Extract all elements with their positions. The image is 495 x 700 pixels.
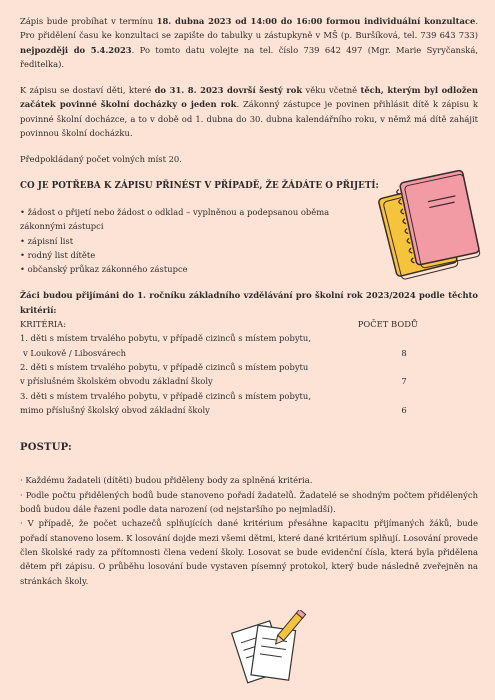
points-column-label: POČET BODŮ [357, 319, 418, 330]
notebooks-illustration [372, 166, 484, 284]
list-item: • občanský průkaz zákonného zástupce [20, 264, 188, 275]
requirements-list [20, 205, 365, 276]
criteria-column-label: KRITÉRIA: [20, 319, 67, 330]
list-item: • žádost o přijetí nebo žádost o odklad – vyplněnou a podepsanou oběma zákonnými zástupci [20, 206, 330, 232]
papers-pencil-illustration [230, 610, 308, 690]
postup-paragraph: · Každému žadateli (dítěti) budou přiděleny body za splněná kritéria. [20, 475, 313, 486]
requirements-heading: CO JE POTŘEBA K ZÁPISU PŘINÉST V PŘÍPADĚ, ŽE ŽÁDÁTE O PŘIJETÍ: [20, 180, 379, 191]
criteria-header [20, 317, 418, 331]
intro-paragraph-2: K zápisu se dostaví děti, které do 31. 8. 2023 dovrší šestý rok věku včetně těch, kterým byl odložen začátek povinné školní docházky o jeden rok. Zákonný zástupce je povinen přihlásit dítě k zápisu k povinné školní docházce, a to v době od 1. dubna do 30. dubna kalendářního roku, v němž má dítě zahájit povinnou školní docházku. [20, 85, 478, 139]
list-item: • zápisní list [20, 235, 74, 246]
criteria-heading: Žáci budou přijímáni do 1. ročníku základního vzdělávání pro školní rok 2023/2024 podle těchto kritérií: [20, 290, 478, 315]
postup-heading: POSTUP: [20, 442, 72, 454]
criteria-points: 7 [401, 376, 407, 387]
document-body [20, 14, 478, 588]
postup-paragraph: · V případě, že počet uchazečů splňujících dané kritérium přesáhne kapacitu přijímaných žáků, bude pořadí stanoveno losem. K losování dojde mezi všemi dětmi, které dané kritérium splňují. Losování provede člen školské rady za přítomnosti člena vedení školy. Losovat se bude evidenční čísla, která byla přidělena dětem při zápisu. O průběhu losování bude vystaven písemný protokol, který bude následně zveřejněn na stránkách školy. [20, 518, 478, 586]
intro-paragraph-1: Zápis bude probíhat v termínu 18. dubna 2023 od 14:00 do 16:00 formou individuální konzultace. Pro přidělení času ke konzultaci se zapište do tabulky u zástupkyně v MŠ (p. Buršíková, tel. 739 643 733) nejpozději do 5.4.2023. Po tomto datu volejte na tel. číslo 739 642 497 (Mgr. Marie Syryčanská, ředitelka). [20, 16, 479, 69]
list-item: • rodný list dítěte [20, 249, 96, 260]
criteria-points: 6 [401, 404, 407, 415]
capacity-text: Předpokládaný počet volných míst 20. [20, 154, 182, 165]
postup-paragraph: · Podle počtu přidělených bodů bude stanoveno pořadí žadatelů. Žadatelé se shodným počtem přidělených bodů budou dále řazeni podle data narození (od nejstaršího po nejmladší). [20, 489, 478, 515]
criteria-points: 8 [401, 347, 407, 358]
criteria-row: 2. děti s místem trvalého pobytu, v případě cizinců s místem pobytu v příslušném školském obvodu základní školy 7 [20, 360, 418, 389]
criteria-row: 1. děti s místem trvalého pobytu, v případě cizinců s místem pobytu, v Loukově / Libosvárech 8 [20, 331, 418, 360]
criteria-row: 3. děti s místem trvalého pobytu, v případě cizinců s místem pobytu, mimo příslušný školský obvod základní školy 6 [20, 389, 418, 418]
